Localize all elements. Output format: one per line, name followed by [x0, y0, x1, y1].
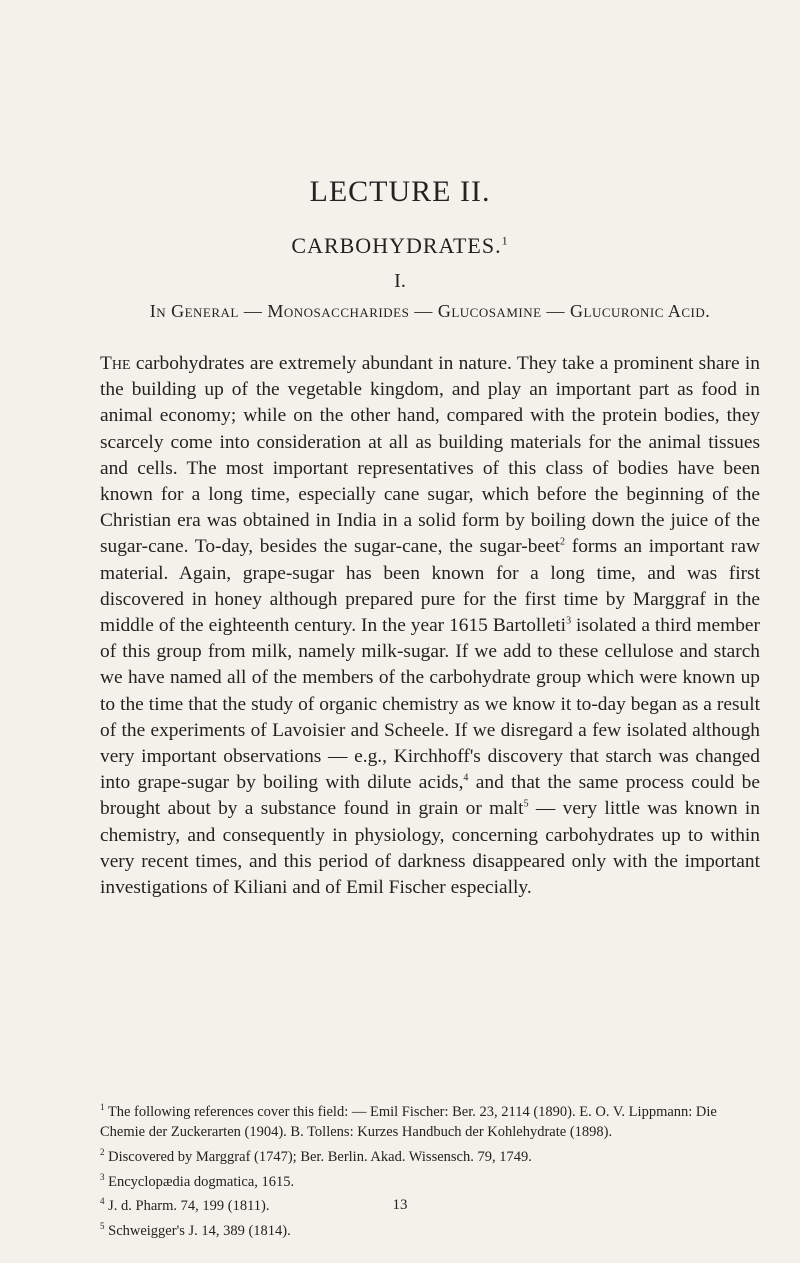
footnote-text: The following references cover this field: — Emil Fischer: Ber. 23, 2114 (1890). E. O. V. Lippmann: Die Chemie der Zuckerarten (1904). B. Tollens: Kurzes Handbuch der Kohlehydrate (1898).: [100, 1103, 717, 1140]
paragraph-text-5: — very little was known in chemistry, and consequently in physiology, concerning carbohydrates up to within very recent times, and this period of darkness disappeared only with the important investigations of Kiliani and of Emil Fischer especially.: [100, 798, 760, 899]
section-subtitle: In General — Monosaccharides — Glucosamine — Glucuronic Acid.: [149, 301, 711, 321]
paragraph-text-3: isolated a third member of this group from milk, namely milk-sugar. If we add to these cellulose and starch we have named all of the members of the carbohydrate group which were known up to the time that the study of organic chemistry as we know it to-day began as a result of the experiments of Lavoisier and Scheele. If we disregard a few isolated although very important observations — e.g., Kirchhoff's discovery that starch was changed into grape-sugar by boiling with dilute acids,: [100, 615, 760, 794]
footnote-text: Discovered by Marggraf (1747); Ber. Berlin. Akad. Wissensch. 79, 1749.: [104, 1148, 532, 1165]
section-title: [0, 233, 800, 259]
footnote-mark: 1: [100, 1102, 105, 1112]
footnote-ref-4: 4: [463, 772, 469, 784]
lecture-title: LECTURE II.: [309, 175, 491, 208]
footnote-text: Encyclopædia dogmatica, 1615.: [104, 1173, 295, 1190]
footnote-text: Schweigger's J. 14, 389 (1814).: [104, 1223, 291, 1240]
footnote-ref-5: 5: [523, 798, 529, 810]
footnote-mark: 5: [100, 1221, 105, 1232]
paragraph-lead-word: The: [100, 353, 131, 374]
paragraph-text-2: forms an important raw material. Again, grape-sugar has been known for a long time, and was first discovered in honey although prepared pure for the first time by Marggraf in the middle of the eighteenth century. In the year 1615 Bartolleti: [100, 536, 760, 637]
section-title-text: CARBOHYDRATES.: [291, 233, 502, 258]
footnote-3: [100, 1167, 760, 1192]
footnote-mark: 3: [100, 1171, 105, 1182]
page-number: 13: [392, 1197, 408, 1213]
footnote-mark: 4: [100, 1196, 105, 1207]
footnotes: [100, 1097, 760, 1241]
section-number: I.: [394, 270, 406, 292]
footnote-ref-1: 1: [501, 233, 509, 248]
footnote-2: [100, 1142, 760, 1167]
paragraph-text-1: carbohydrates are extremely abundant in nature. They take a prominent share in the building up of the vegetable kingdom, and play an important part as food in animal economy; while on the other hand, compared with the protein bodies, they scarcely come into consideration at all as building materials for the animal tissues and cells. The most important representatives of this class of bodies have been known for a long time, especially cane sugar, which before the beginning of the Christian era was obtained in India in a solid form by boiling down the juice of the sugar-cane. To-day, besides the sugar-cane, the sugar-beet: [100, 353, 760, 558]
footnote-ref-3: 3: [566, 615, 572, 627]
footnote-text: J. d. Pharm. 74, 199 (1811).: [104, 1198, 270, 1215]
footnote-5: [100, 1216, 760, 1241]
footnote-mark: 2: [100, 1146, 105, 1157]
paragraph-text-4: and that the same process could be brought about by a substance found in grain or malt: [100, 772, 760, 820]
footnote-1: [100, 1097, 760, 1142]
footnote-ref-2: 2: [560, 536, 566, 548]
body-paragraph: [100, 351, 760, 901]
